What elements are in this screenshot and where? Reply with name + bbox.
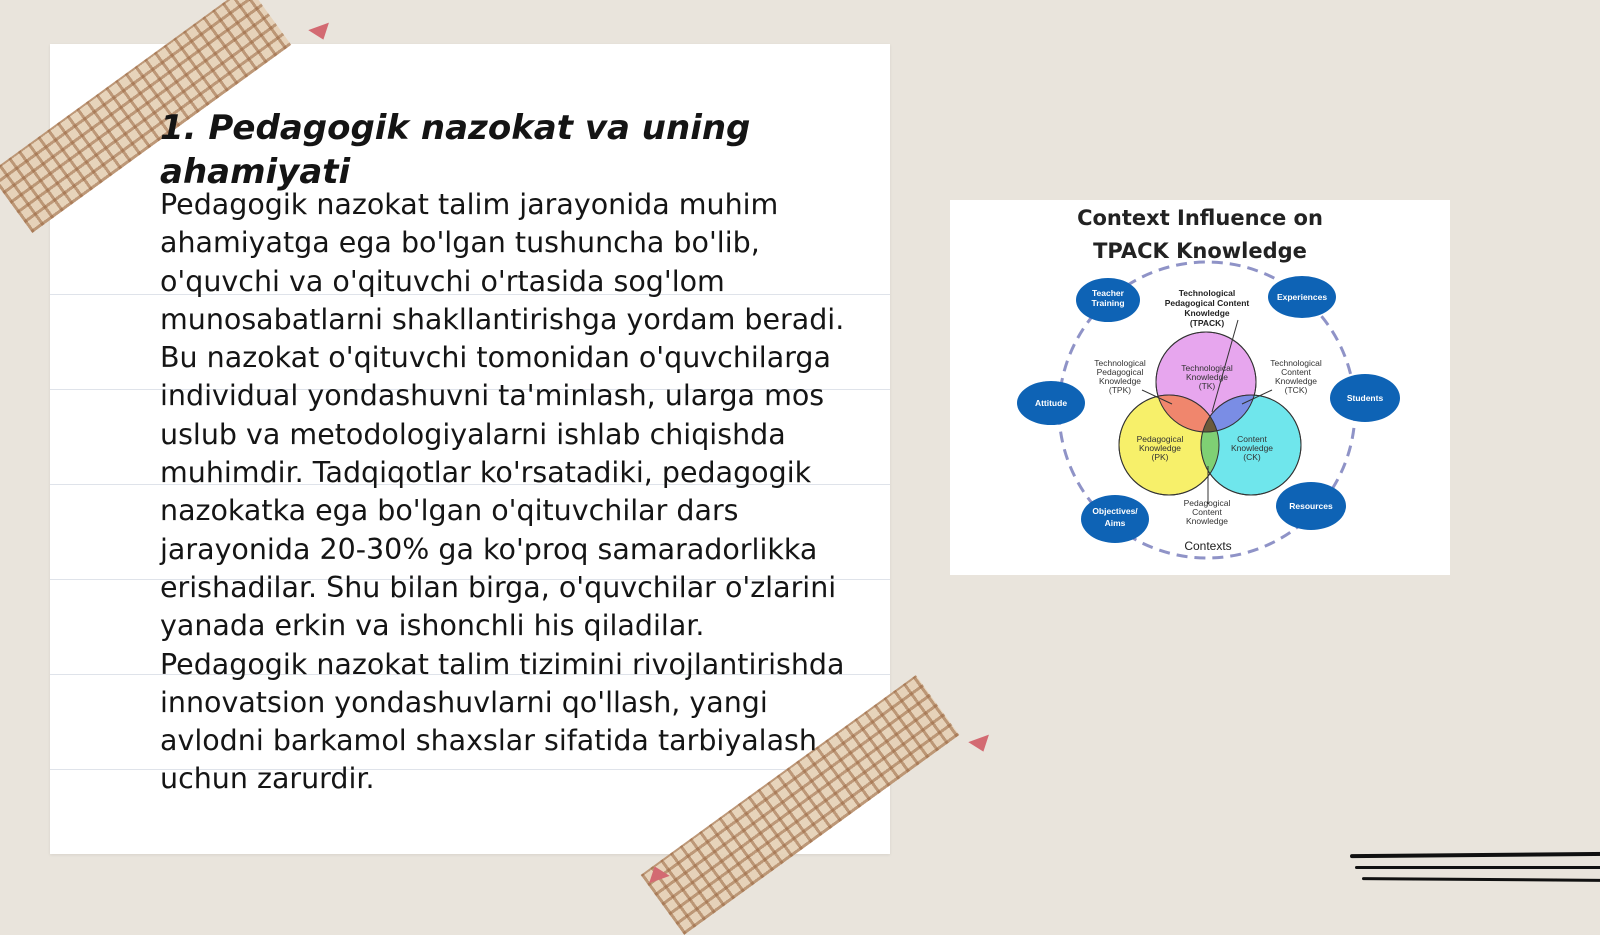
svg-text:(PK): (PK) (1151, 452, 1169, 462)
brush-stroke-decoration (1350, 852, 1600, 858)
svg-text:Technological: Technological (1270, 358, 1322, 368)
node-objectives-aims (1081, 495, 1149, 543)
svg-text:Teacher: Teacher (1092, 288, 1124, 298)
node-teacher-training (1076, 278, 1140, 322)
svg-text:Knowledge: Knowledge (1098, 376, 1142, 386)
svg-text:Knowledge: Knowledge (1185, 372, 1229, 382)
svg-text:Pedagogical: Pedagogical (1136, 434, 1184, 444)
svg-text:Pedagogical Content: Pedagogical Content (1164, 298, 1250, 308)
label-tpack (1165, 288, 1250, 328)
svg-text:(TPACK): (TPACK) (1189, 318, 1225, 328)
svg-text:Experiences: Experiences (1276, 292, 1328, 302)
svg-text:(TK): (TK) (1198, 381, 1216, 391)
svg-text:Resources: Resources (1289, 501, 1333, 511)
svg-text:Attitude: Attitude (1034, 398, 1068, 408)
svg-text:(TPK): (TPK) (1108, 385, 1132, 395)
brush-stroke-decoration (1355, 866, 1600, 869)
node-experiences (1268, 276, 1336, 318)
svg-text:Knowledge: Knowledge (1185, 516, 1229, 526)
slide-title: 1. Pedagogik nazokat va uning ahamiyati (160, 108, 751, 192)
svg-text:Knowledge: Knowledge (1274, 376, 1318, 386)
svg-text:(TCK): (TCK) (1284, 385, 1308, 395)
svg-text:Knowledge: Knowledge (1138, 443, 1182, 453)
label-tck (1270, 358, 1322, 395)
node-attitude (1017, 381, 1085, 425)
node-students (1330, 374, 1400, 422)
svg-text:Pedagogical: Pedagogical (1096, 367, 1144, 377)
label-pck (1184, 498, 1231, 526)
slide-body-text: Pedagogik nazokat talim jarayonida muhim ahamiyatga ega bo'lgan tushuncha bo'lib, o'quvchi va o'qituvchi o'rtasida sog'lom munosabatlarni shakllantirishga yordam beradi. Bu nazokat o'qituvchi tomonidan o'quvchilarga individual yondashuvni ta'minlash, ularga mos uslub va metodologiyalarni ishlab chiqishda muhimdir. Tadqiqotlar ko'rsatadiki, pedagogik nazokatka ega bo'lgan o'qituvchilar dars jarayonida 20-30% ga ko'proq samaradorlikka erishadilar. Shu bilan birga, o'quvchilar o'zlarini yanada erkin va ishonchli his qiladilar. Pedagogik nazokat talim tizimini rivojlantirishda innovatsion yondashuvlarni qo'llash, yangi avlodni barkamol shaxslar sifatida tarbiyalash uchun zarurdir. (160, 188, 845, 796)
brush-stroke-decoration (1362, 877, 1600, 882)
label-contexts: Contexts (1184, 539, 1232, 553)
pin-icon (308, 23, 333, 44)
diagram-title-line-2: TPACK Knowledge (1093, 239, 1307, 263)
svg-text:Knowledge: Knowledge (1230, 443, 1274, 453)
diagram-title-line-1: Context Influence on (1077, 206, 1323, 230)
svg-text:Aims: Aims (1104, 518, 1126, 528)
svg-text:Students: Students (1346, 393, 1384, 403)
svg-text:Content: Content (1281, 367, 1311, 377)
node-resources (1276, 482, 1346, 530)
svg-text:Objectives/: Objectives/ (1092, 506, 1138, 516)
svg-text:Content: Content (1237, 434, 1267, 444)
tpack-diagram (950, 200, 1450, 575)
svg-text:Content: Content (1192, 507, 1222, 517)
pin-icon (968, 735, 993, 756)
label-tpk (1094, 358, 1146, 395)
svg-text:Technological: Technological (1094, 358, 1146, 368)
svg-text:Technological: Technological (1178, 288, 1236, 298)
svg-text:Training: Training (1091, 298, 1125, 308)
svg-text:Technological: Technological (1181, 363, 1233, 373)
svg-text:Pedagogical: Pedagogical (1183, 498, 1231, 508)
svg-text:(CK): (CK) (1243, 452, 1261, 462)
tpack-venn-svg (950, 200, 1450, 575)
svg-text:Knowledge: Knowledge (1184, 308, 1230, 318)
